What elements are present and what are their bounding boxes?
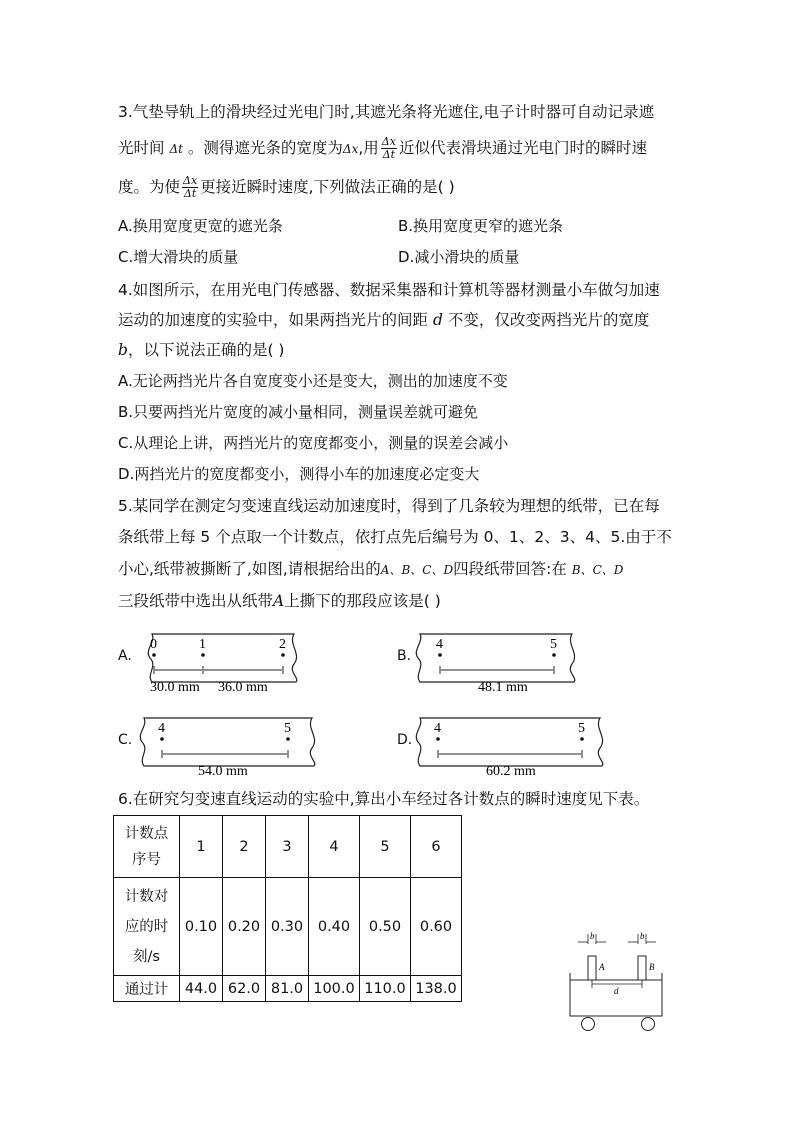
- q5-line3-a: 小心,纸带被撕断了,如图,请根据给出的: [118, 560, 381, 578]
- table-cell: 100.0: [309, 976, 360, 1002]
- q4-line3-b: ，以下说法正确的是( ): [127, 341, 285, 359]
- table-cell: 6: [411, 816, 462, 878]
- cart-wheel-right: [642, 1018, 655, 1031]
- table-cell: 0.60: [411, 878, 462, 976]
- cart-d-label: d: [614, 986, 619, 996]
- tape-a-point-0: [152, 653, 156, 657]
- table-cell: 0.20: [223, 878, 266, 976]
- q4-line-3: [118, 339, 284, 361]
- tape-a-num-1: 1: [199, 637, 206, 652]
- q5-line-2: 条纸带上每 5 个点取一个计数点，依打点先后编号为 0、1、2、3、4、5.由于不: [118, 528, 672, 546]
- q4-d-var: d: [432, 311, 443, 329]
- table-head-text: 刻/s: [133, 948, 160, 965]
- table-head-text: 应的时: [124, 918, 169, 935]
- tape-b-point-4: [438, 653, 442, 657]
- cart-wheel-left: [582, 1018, 595, 1031]
- q3-line3-b: 更接近瞬时速度,下列做法正确的是( ): [200, 178, 455, 196]
- q5-tapes-inline-2: B、C、D: [571, 563, 624, 577]
- table-row: [114, 878, 462, 976]
- tape-c-point-4: [160, 737, 164, 741]
- q3-fraction-1: [381, 136, 397, 161]
- q5-line-3: [118, 558, 623, 581]
- tape-d-label: D.: [397, 732, 413, 748]
- q3-line-1: 3.气垫导轨上的滑块经过光电门时,其遮光条将光遮住,电子计时器可自动记录遮: [118, 103, 655, 121]
- tape-a-point-2: [281, 653, 285, 657]
- q3-line2-b: 。测得遮光条的宽度为: [187, 139, 343, 157]
- cart-plate-a: [588, 956, 596, 980]
- velocity-table: [113, 815, 462, 1002]
- cart-b-left: b: [590, 931, 595, 941]
- q4-line-1: 4.如图所示，在用光电门传感器、数据采集器和计算机等器材测量小车做匀加速: [118, 281, 660, 299]
- table-head-cell: 通过计: [114, 976, 180, 1002]
- q4-line2-b: 不变，仅改变两挡光片的宽度: [447, 311, 650, 329]
- table-head-cell: [114, 816, 180, 878]
- tape-c-label: C.: [118, 732, 133, 748]
- table-cell: 3: [266, 816, 309, 878]
- q3-option-d: D.减小滑块的质量: [398, 248, 520, 266]
- tape-b-num-5: 5: [550, 637, 557, 652]
- tape-a-figure: [138, 628, 320, 696]
- q6-line-1: 6.在研究匀变速直线运动的实验中,算出小车经过各计数点的瞬时速度见下表。: [118, 790, 650, 808]
- table-cell: 81.0: [266, 976, 309, 1002]
- q3-line-2: [118, 136, 647, 161]
- table-head-text: 序号: [132, 851, 161, 868]
- q3-fraction-2: [182, 175, 198, 200]
- tape-c-figure: [136, 712, 322, 780]
- tape-a-dist-1: 30.0 mm: [150, 680, 200, 695]
- tape-d-point-5: [580, 737, 584, 741]
- tape-c-point-5: [286, 737, 290, 741]
- table-cell: 110.0: [360, 976, 411, 1002]
- q3-fraction-1-den: Δt: [382, 148, 396, 161]
- tape-a-num-2: 2: [279, 637, 286, 652]
- table-head-cell: [114, 878, 180, 976]
- table-row: [114, 976, 462, 1002]
- q3-dt: Δt: [169, 142, 183, 156]
- q4-option-a: A.无论两挡光片各自宽度变小还是变大，测出的加速度不变: [118, 372, 508, 390]
- q3-dx: Δx: [342, 142, 359, 156]
- tape-b-num-4: 4: [436, 637, 443, 652]
- q5-line3-b: 四段纸带回答:在: [453, 560, 567, 578]
- table-row: [114, 816, 462, 878]
- q4-option-d: D.两挡光片的宽度都变小，测得小车的加速度必定变大: [118, 465, 480, 483]
- table-cell: 5: [360, 816, 411, 878]
- table-cell: 138.0: [411, 976, 462, 1002]
- tape-d-num-4: 4: [434, 721, 441, 736]
- cart-diagram: [566, 928, 678, 1034]
- q3-option-c: C.增大滑块的质量: [118, 248, 239, 266]
- q3-line2-c: ,用: [358, 139, 379, 157]
- tape-b-figure: [412, 628, 582, 696]
- cart-label-a: A: [599, 962, 605, 972]
- table-cell: 0.30: [266, 878, 309, 976]
- q4-line-2: [118, 309, 649, 331]
- q3-line2-d: 近似代表滑块通过光电门时的瞬时速: [398, 139, 647, 157]
- tape-a-label: A.: [118, 648, 132, 664]
- table-head-text: 计数点: [124, 825, 169, 842]
- q5-line4-a: 三段纸带中选出从纸带: [118, 592, 274, 610]
- q5-line-1: 5.某同学在测定匀变速直线运动加速度时，得到了几条较为理想的纸带，已在每: [118, 497, 660, 515]
- table-cell: 2: [223, 816, 266, 878]
- tape-d-figure: [412, 712, 612, 780]
- tape-d-point-4: [436, 737, 440, 741]
- tape-c-num-4: 4: [158, 721, 165, 736]
- table-cell: 1: [180, 816, 223, 878]
- q5-tapes-inline: A、B、C、D: [380, 563, 454, 577]
- table-cell: 44.0: [180, 976, 223, 1002]
- tape-b-label: B.: [397, 648, 412, 664]
- table-cell: 4: [309, 816, 360, 878]
- tape-a-dist-2: 36.0 mm: [218, 680, 268, 695]
- q4-option-c: C.从理论上讲，两挡光片的宽度都变小，测量的误差会减小: [118, 434, 509, 452]
- q3-line-3: [118, 175, 455, 200]
- q4-b-var: b: [118, 341, 128, 359]
- cart-b-right: b: [640, 931, 645, 941]
- tape-d-num-5: 5: [578, 721, 585, 736]
- q4-option-b: B.只要两挡光片宽度的减小量相同，测量误差就可避免: [118, 403, 479, 421]
- tape-d-dist: 60.2 mm: [486, 764, 536, 779]
- tape-a-point-1: [201, 653, 205, 657]
- q5-line4-b: 上撕下的那段应该是( ): [284, 592, 441, 610]
- tape-a-num-0: 0: [150, 637, 157, 652]
- table-cell: 62.0: [223, 976, 266, 1002]
- q3-fraction-1-num: Δx: [381, 135, 396, 148]
- q3-option-b: B.换用宽度更窄的遮光条: [398, 217, 564, 235]
- tape-b-point-5: [552, 653, 556, 657]
- tape-b-dist: 48.1 mm: [478, 680, 528, 695]
- q5-tape-a-ref: A: [273, 592, 285, 610]
- q3-line2-a: 光时间: [118, 139, 165, 157]
- q3-fraction-2-num: Δx: [183, 174, 198, 187]
- cart-label-b: B: [649, 962, 655, 972]
- q4-line2-a: 运动的加速度的实验中，如果两挡光片的间距: [118, 311, 429, 329]
- q3-option-a: A.换用宽度更宽的遮光条: [118, 217, 283, 235]
- table-cell: 0.40: [309, 878, 360, 976]
- cart-plate-b: [638, 956, 646, 980]
- q3-line3-a: 度。为使: [118, 178, 181, 196]
- tape-c-dist: 54.0 mm: [198, 764, 248, 779]
- table-head-text: 计数对: [124, 888, 169, 905]
- table-cell: 0.50: [360, 878, 411, 976]
- q5-line-4: [118, 590, 441, 612]
- q3-fraction-2-den: Δt: [183, 187, 197, 200]
- table-cell: 0.10: [180, 878, 223, 976]
- tape-c-num-5: 5: [284, 721, 291, 736]
